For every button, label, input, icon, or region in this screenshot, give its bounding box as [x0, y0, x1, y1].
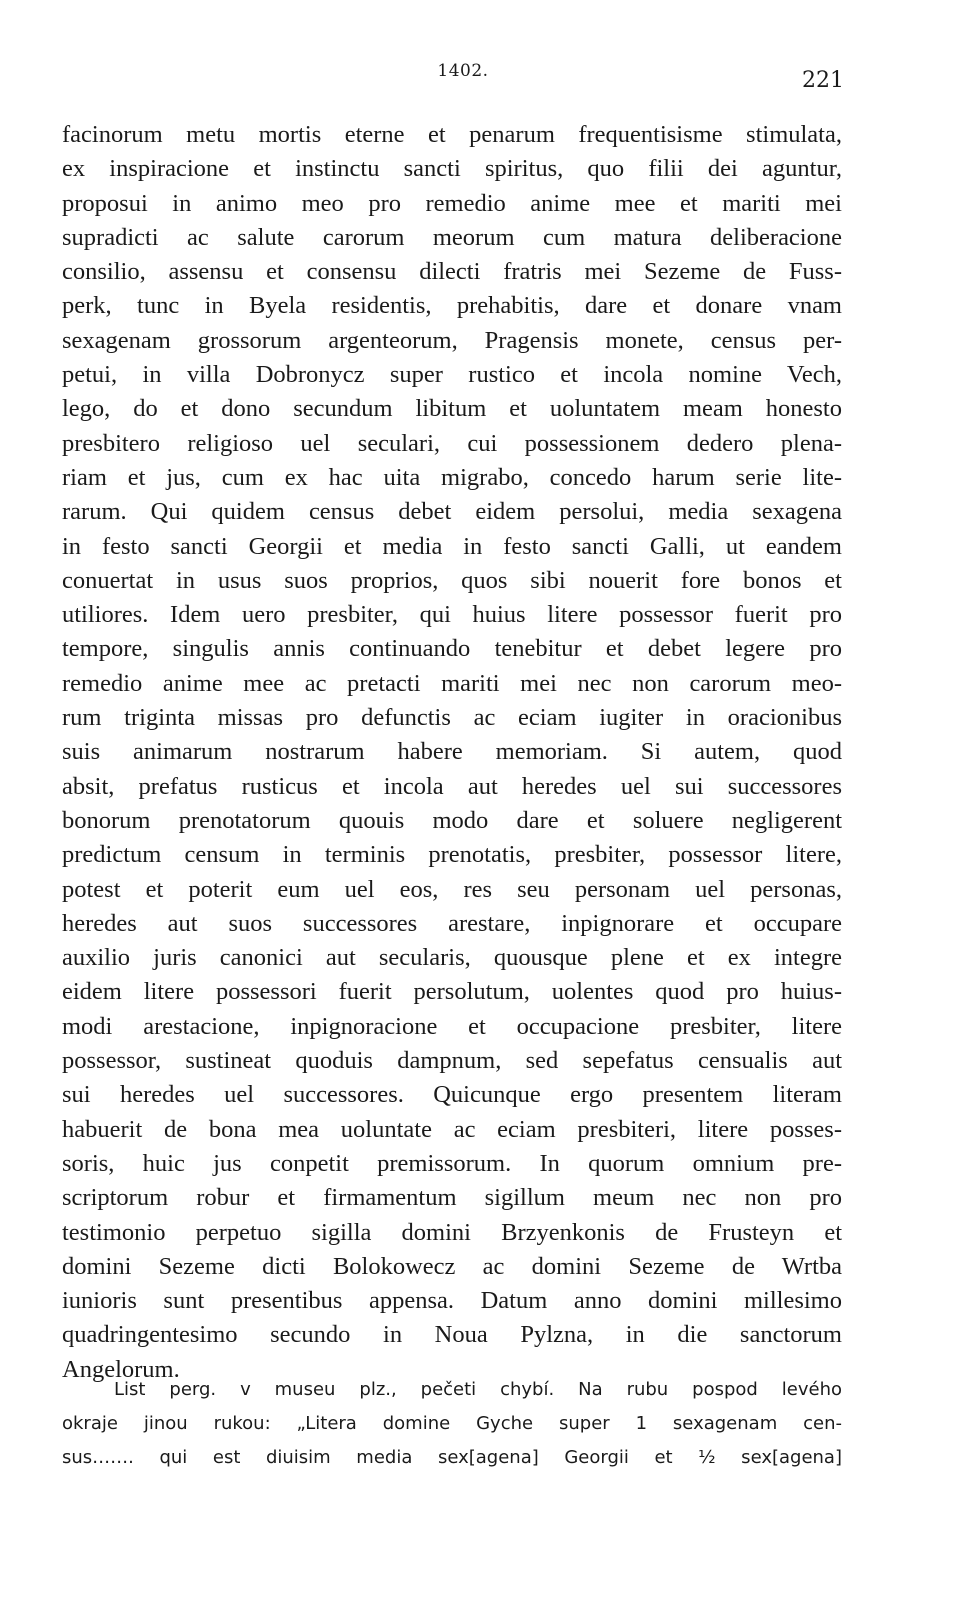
page-number: 221 [802, 68, 844, 93]
text-line: eidem litere possessori fuerit persolutum, uolentes quod pro huius- [62, 978, 842, 1006]
text-line: bonorum prenotatorum quouis modo dare et soluere negligerent [62, 806, 842, 834]
text-line: auxilio juris canonici aut secularis, quousque plene et ex integre [62, 944, 842, 972]
text-line: testimonio perpetuo sigilla domini Brzyenkonis de Frusteyn et [62, 1218, 842, 1246]
text-line: rum triginta missas pro defunctis ac eciam iugiter in oracionibus [62, 704, 842, 732]
text-line: sexagenam grossorum argenteorum, Pragensis monete, census per- [62, 326, 842, 354]
text-line: facinorum metu mortis eterne et penarum frequentisisme stimulata, [62, 121, 842, 148]
text-line: possessor, sustineat quoduis dampnum, sed sepefatus censualis aut [62, 1047, 842, 1075]
text-line: supradicti ac salute carorum meorum cum matura deliberacione [62, 223, 842, 251]
archival-note [62, 1373, 842, 1475]
charter-text [62, 118, 842, 1387]
text-line: conuertat in usus suos proprios, quos sibi nouerit fore bonos et [62, 566, 842, 594]
text-line: rarum. Qui quidem census debet eidem persolui, media sexagena [62, 498, 842, 526]
text-line: iunioris sunt presentibus appensa. Datum anno domini millesimo [62, 1287, 842, 1315]
text-line: suis animarum nostrarum habere memoriam. Si autem, quod [62, 738, 842, 766]
text-line: Angelorum. [62, 1355, 180, 1383]
text-line: ex inspiracione et instinctu sancti spiritus, quo filii dei aguntur, [62, 155, 842, 183]
text-line: in festo sancti Georgii et media in festo sancti Galli, ut eandem [62, 532, 842, 560]
text-line: petui, in villa Dobronycz super rustico et incola nomine Vech, [62, 361, 842, 389]
text-line: modi arestacione, inpignoracione et occupacione presbiter, litere [62, 1012, 842, 1040]
text-line: soris, huic jus conpetit premissorum. In quorum omnium pre- [62, 1149, 842, 1177]
text-line: domini Sezeme dicti Bolokowecz ac domini Sezeme de Wrtba [62, 1252, 842, 1280]
text-line: presbitero religioso uel seculari, cui possessionem dedero plena- [62, 429, 842, 457]
note-line: List perg. v museu plz., pečeti chybí. Na rubu pospod levého [114, 1379, 842, 1400]
text-line: perk, tunc in Byela residentis, prehabitis, dare et donare vnam [62, 292, 842, 320]
text-line: potest et poterit eum uel eos, res seu personam uel personas, [62, 875, 842, 903]
text-line: consilio, assensu et consensu dilecti fratris mei Sezeme de Fuss- [62, 258, 842, 286]
text-line: heredes aut suos successores arestare, inpignorare et occupare [62, 909, 842, 937]
text-line: tempore, singulis annis continuando tenebitur et debet legere pro [62, 635, 842, 663]
text-line: riam et jus, cum ex hac uita migrabo, concedo harum serie lite- [62, 463, 842, 491]
text-line: scriptorum robur et firmamentum sigillum meum nec non pro [62, 1184, 842, 1212]
text-line: utiliores. Idem uero presbiter, qui huius litere possessor fuerit pro [62, 601, 842, 629]
text-line: lego, do et dono secundum libitum et uoluntatem meam honesto [62, 395, 842, 423]
text-line: predictum censum in terminis prenotatis, presbiter, possessor litere, [62, 841, 842, 869]
text-line: proposui in animo meo pro remedio anime mee et mariti mei [62, 189, 842, 217]
text-line: absit, prefatus rusticus et incola aut heredes uel sui successores [62, 772, 842, 800]
header-year: 1402. [437, 61, 489, 81]
text-line: habuerit de bona mea uoluntate ac eciam presbiteri, litere posses- [62, 1115, 842, 1143]
note-line: sus……. qui est diuisim media sex[agena] Georgii et ½ sex[agena] [62, 1447, 842, 1468]
text-line: sui heredes uel successores. Quicunque ergo presentem literam [62, 1081, 842, 1109]
text-line: quadringentesimo secundo in Noua Pylzna, in die sanctorum [62, 1321, 842, 1349]
text-line: remedio anime mee ac pretacti mariti mei nec non carorum meo- [62, 669, 842, 697]
note-line: okraje jinou rukou: „Litera domine Gyche super 1 sexagenam cen- [62, 1413, 842, 1434]
